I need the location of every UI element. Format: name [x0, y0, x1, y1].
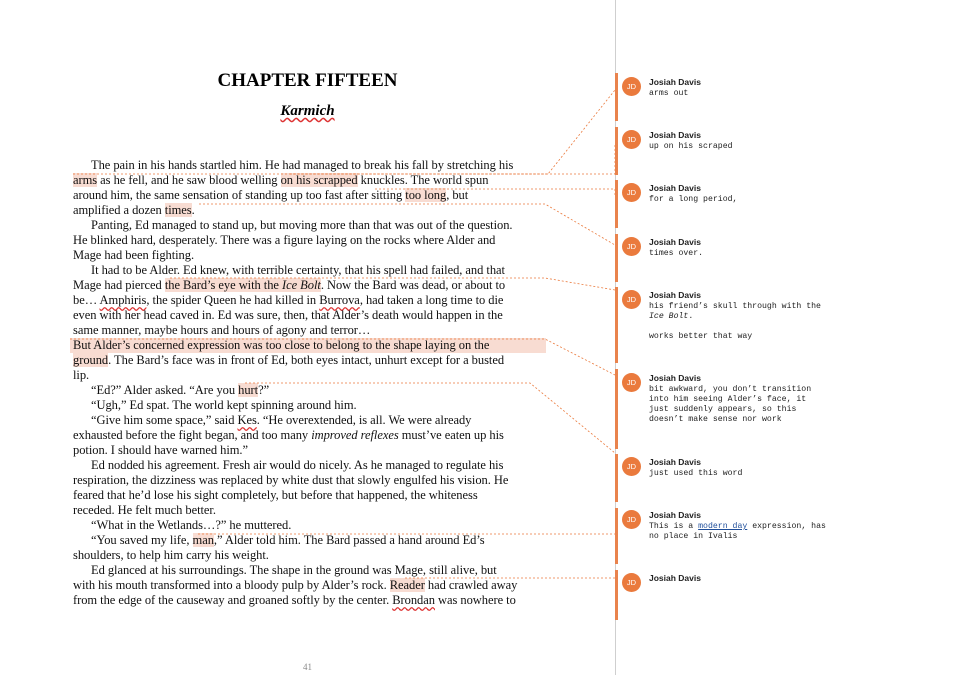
- text-line: arms as he fell, and he saw blood welling on his scrapped knuckles. The world spun: [73, 173, 489, 187]
- comment-accent-bar: [615, 234, 618, 282]
- comment-accent-bar: [615, 180, 618, 228]
- text-line: Panting, Ed managed to stand up, but moving more than that was out of the question.: [91, 218, 513, 232]
- body-text[interactable]: [73, 158, 543, 608]
- outside-area: [853, 0, 968, 675]
- text-line: Ed nodded his agreement. Fresh air would do nicely. As he managed to regulate his: [91, 458, 504, 472]
- comment-anchor: times: [164, 203, 192, 217]
- comment-accent-bar: [615, 508, 618, 564]
- text-line: exhausted before the fight began, and too many improved reflexes must’ve eaten up his: [73, 428, 504, 442]
- comment-balloon[interactable]: [622, 373, 850, 445]
- comment-accent-bar: [615, 369, 618, 449]
- avatar: JD: [622, 457, 641, 476]
- text-line: lip.: [73, 368, 90, 382]
- comment-balloon[interactable]: [622, 183, 850, 223]
- avatar: JD: [622, 183, 641, 202]
- comment-link[interactable]: modern day: [698, 522, 748, 531]
- text-line: He blinked hard, desperately. There was a figure laying on the rocks where Alder and: [73, 233, 496, 247]
- avatar: JD: [622, 130, 641, 149]
- comment-text: arms out: [649, 89, 689, 98]
- comment-balloon[interactable]: [622, 510, 850, 560]
- avatar: JD: [622, 373, 641, 392]
- page-number: 41: [303, 662, 312, 672]
- comment-anchor: hurt: [238, 383, 259, 397]
- text-line: respiration, the dizziness was replaced by white dust that slowly engulfed his vision. He: [73, 473, 509, 487]
- text-line: with his mouth transformed into a bloody pulp by Alder’s rock. Reader had crawled away: [73, 578, 518, 592]
- text-line: Mage had pierced the Bard’s eye with the Ice Bolt. Now the Bard was dead, or about to: [73, 278, 506, 292]
- text-line: shoulders, to help him carry his weight.: [73, 548, 269, 562]
- comment-author: Josiah Davis: [649, 373, 701, 383]
- comment-author: Josiah Davis: [649, 573, 701, 583]
- comment-anchor: the Bard’s eye with the Ice Bolt: [164, 278, 321, 292]
- text-line: “What in the Wetlands…?” he muttered.: [91, 518, 292, 532]
- text-line: potion. I should have warned him.”: [73, 443, 248, 457]
- text-line: same manner, maybe hours and hours of agony and terror…: [73, 323, 371, 337]
- text-line: from the edge of the causeway and groaned softly by the center. Brondan was nowhere to: [73, 593, 516, 607]
- comment-balloon[interactable]: [622, 237, 850, 277]
- comment-balloon[interactable]: [622, 290, 850, 360]
- text-line: around him, the same sensation of standing up too fast after sitting too long, but: [73, 188, 469, 202]
- text-line: The pain in his hands startled him. He had managed to break his fall by stretching his: [91, 158, 514, 172]
- text-line-highlighted: But Alder’s concerned expression was too close to belong to the shape laying on the: [70, 338, 546, 353]
- chapter-subtitle: Karmich: [280, 103, 335, 119]
- comment-text: This is a modern day expression, has no place in Ivalis: [649, 522, 826, 541]
- comment-anchor: ground: [73, 353, 109, 367]
- comment-anchor: on his scrapped: [280, 173, 358, 187]
- chapter-title: CHAPTER FIFTEEN: [217, 70, 398, 91]
- comment-author: Josiah Davis: [649, 130, 701, 140]
- comment-balloon[interactable]: [622, 457, 850, 497]
- text-line: be… Amphiris, the spider Queen he had killed in Burrova, had taken a long time to die: [73, 293, 504, 307]
- text-line: receded. He felt much better.: [73, 503, 216, 517]
- comment-text: for a long period,: [649, 195, 738, 204]
- text-line: Ed glanced at his surroundings. The shape in the ground was Mage, still alive, but: [91, 563, 497, 577]
- comment-author: Josiah Davis: [649, 457, 701, 467]
- text-line: even with her head caved in. Ed was sure, then, that Alder’s death would happen in the: [73, 308, 503, 322]
- comment-anchor: Reader: [389, 578, 425, 592]
- comment-balloon[interactable]: [622, 573, 850, 613]
- comment-author: Josiah Davis: [649, 237, 701, 247]
- comment-author: Josiah Davis: [649, 510, 701, 520]
- comment-anchor: man: [192, 533, 214, 547]
- comment-anchor: arms: [73, 173, 98, 187]
- text-line: “Ugh,” Ed spat. The world kept spinning around him.: [91, 398, 357, 412]
- comment-author: Josiah Davis: [649, 290, 701, 300]
- avatar: JD: [622, 290, 641, 309]
- comment-text: just used this word: [649, 469, 743, 478]
- comment-author: Josiah Davis: [649, 77, 701, 87]
- text-line: “Ed?” Alder asked. “Are you hurt?”: [91, 383, 270, 397]
- comment-text: up on his scraped: [649, 142, 733, 151]
- text-line: amplified a dozen times.: [73, 203, 195, 217]
- comment-anchor: too long: [405, 188, 447, 202]
- avatar: JD: [622, 77, 641, 96]
- text-line: ground. The Bard’s face was in front of Ed, both eyes intact, unhurt except for a busted: [73, 353, 505, 367]
- comment-balloon[interactable]: [622, 77, 850, 117]
- text-line: feared that he’d lose his sight completely, but before that happened, the whiteness: [73, 488, 478, 502]
- text-line: “Give him some space,” said Kes. “He overextended, is all. We were already: [91, 413, 472, 427]
- comment-author: Josiah Davis: [649, 183, 701, 193]
- comment-accent-bar: [615, 127, 618, 175]
- comment-accent-bar: [615, 454, 618, 502]
- comment-accent-bar: [615, 287, 618, 363]
- comment-text: times over.: [649, 249, 704, 258]
- text-line: Mage had been fighting.: [73, 248, 195, 262]
- avatar: JD: [622, 510, 641, 529]
- comment-accent-bar: [615, 570, 618, 620]
- text-line: It had to be Alder. Ed knew, with terrible certainty, that his spell had failed, and that: [91, 263, 505, 277]
- comment-accent-bar: [615, 73, 618, 121]
- avatar: JD: [622, 573, 641, 592]
- avatar: JD: [622, 237, 641, 256]
- comment-text: his friend’s skull through with the Ice Bolt. works better that way: [649, 302, 821, 341]
- comment-text: bit awkward, you don’t transition into him seeing Alder’s face, it just suddenly appears, so this doesn’t make sense nor work: [649, 385, 812, 424]
- comment-balloon[interactable]: [622, 130, 850, 170]
- text-line: “You saved my life, man,” Alder told him. The Bard passed a hand around Ed’s: [91, 533, 485, 547]
